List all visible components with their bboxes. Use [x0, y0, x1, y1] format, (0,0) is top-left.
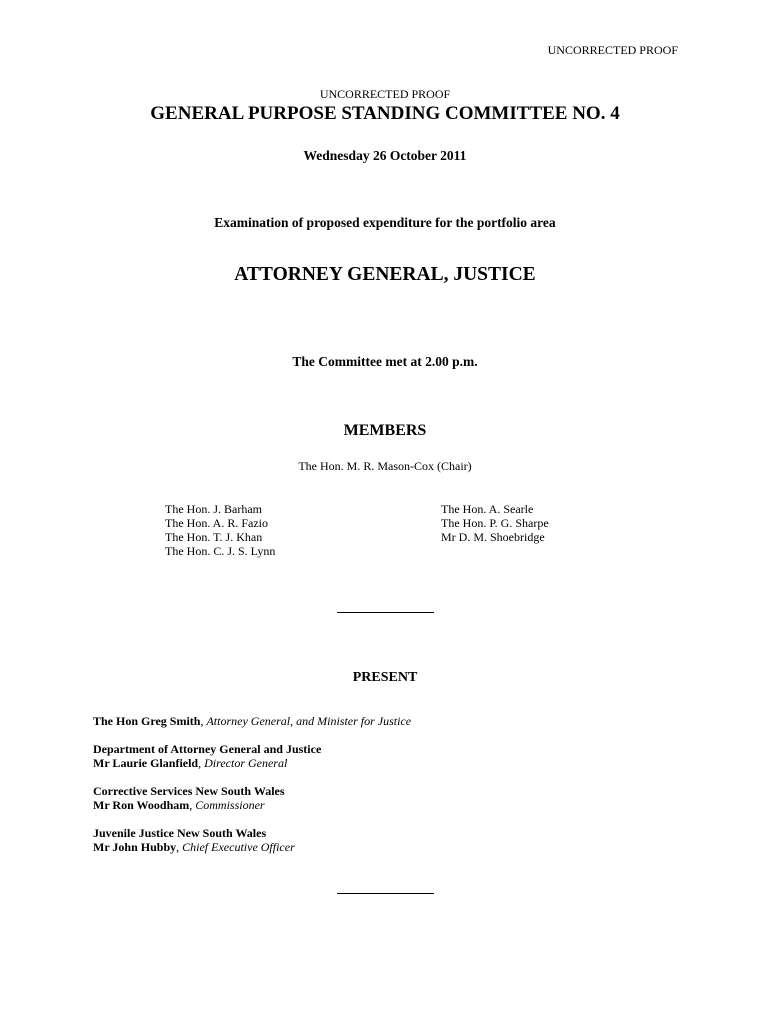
member-item: The Hon. A. Searle [441, 502, 534, 516]
proof-label: UNCORRECTED PROOF [319, 87, 451, 101]
examination-line: Examination of proposed expenditure for the portfolio area [214, 215, 556, 230]
witness-block: Corrective Services New South Wales Mr Ron Woodham, Commissioner [93, 784, 285, 812]
organisation-name: Department of Attorney General and Justice [93, 742, 322, 756]
committee-title: GENERAL PURPOSE STANDING COMMITTEE NO. 4 [150, 103, 620, 124]
members-heading: MEMBERS [343, 422, 427, 439]
hearing-date: Wednesday 26 October 2011 [303, 148, 467, 163]
portfolio-title: ATTORNEY GENERAL, JUSTICE [234, 264, 536, 285]
witness-name: Mr Ron Woodham [93, 798, 190, 812]
witness-block: Department of Attorney General and Justice Mr Laurie Glanfield, Director General [93, 742, 322, 770]
members-right-column [441, 502, 549, 544]
witness-role: Director General [204, 756, 288, 770]
member-item: The Hon. C. J. S. Lynn [165, 544, 276, 558]
member-item: The Hon. A. R. Fazio [165, 516, 268, 530]
minister-name: The Hon Greg Smith [93, 714, 201, 728]
member-item: The Hon. J. Barham [165, 502, 262, 516]
section-divider [337, 612, 434, 613]
meeting-time: The Committee met at 2.00 p.m. [292, 354, 478, 369]
present-heading: PRESENT [352, 670, 418, 685]
member-item: Mr D. M. Shoebridge [441, 530, 545, 544]
organisation-name: Corrective Services New South Wales [93, 784, 285, 798]
witness-name: Mr John Hubby [93, 840, 177, 854]
witness-role: Commissioner [195, 798, 265, 812]
witness-role: Chief Executive Officer [182, 840, 295, 854]
section-divider [337, 893, 434, 894]
member-item: The Hon. T. J. Khan [165, 530, 263, 544]
minister-entry: The Hon Greg Smith, Attorney General, and Minister for Justice [93, 714, 412, 728]
chair-member: The Hon. M. R. Mason-Cox (Chair) [298, 459, 472, 473]
minister-role: Attorney General, and Minister for Justice [206, 714, 412, 728]
header-proof-label: UNCORRECTED PROOF [547, 43, 678, 57]
witness-name: Mr Laurie Glanfield [93, 756, 199, 770]
members-left-column [165, 502, 275, 558]
organisation-name: Juvenile Justice New South Wales [93, 826, 267, 840]
member-item: The Hon. P. G. Sharpe [441, 516, 549, 530]
witness-block: Juvenile Justice New South Wales Mr John Hubby, Chief Executive Officer [93, 826, 295, 854]
